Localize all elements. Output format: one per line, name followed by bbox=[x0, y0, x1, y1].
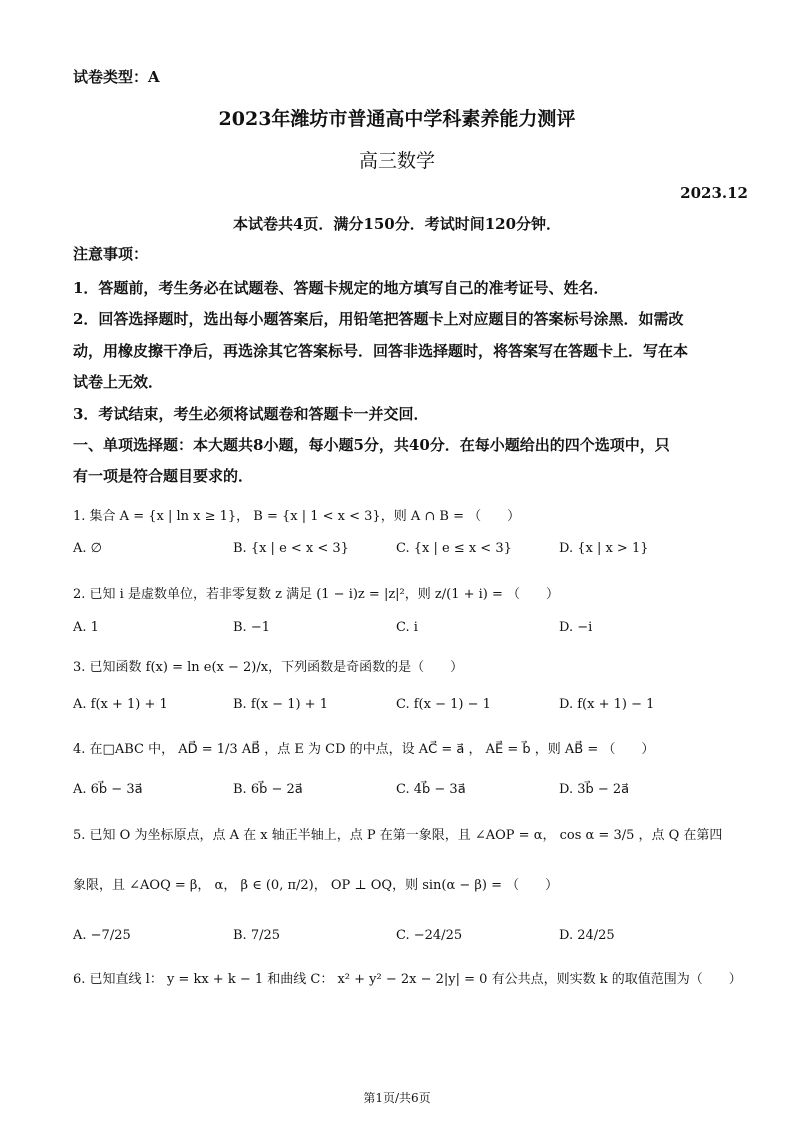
q4-stem: 4. 在□ABC 中， AD⃗ = 1/3 AB⃗ ，点 E 为 CD 的中点，设 AC⃗ = a⃗ ， AE⃗ = b⃗ ，则 AB⃗ = （ ） bbox=[73, 742, 655, 757]
q2-stem: 2. 已知 i 是虚数单位，若非零复数 z 满足 (1 − i)z = |z|²，则 z/(1 + i) = （ ） bbox=[73, 587, 560, 602]
q5-stem-line-1: 5. 已知 O 为坐标原点，点 A 在 x 轴正半轴上，点 P 在第一象限，且 ∠AOP = α， cos α = 3/5 ，点 Q 在第四 bbox=[73, 828, 723, 843]
page-number: 第1页/共6页 bbox=[363, 1091, 431, 1105]
q3-option-b: B. f(x − 1) + 1 bbox=[233, 697, 328, 712]
q4-option-d: D. 3b⃗ − 2a⃗ bbox=[559, 782, 630, 797]
q5-option-b: B. 7/25 bbox=[233, 928, 281, 943]
notice-heading: 注意事项： bbox=[73, 245, 149, 263]
exam-subject: 高三数学 bbox=[358, 150, 435, 172]
q5-option-d: D. 24/25 bbox=[559, 928, 615, 943]
q1-option-c: C. {x | e ≤ x < 3} bbox=[396, 541, 512, 556]
paper-type: 试卷类型：A bbox=[73, 68, 160, 86]
q2-option-b: B. −1 bbox=[233, 620, 270, 635]
q4-option-b: B. 6b⃗ − 2a⃗ bbox=[233, 782, 303, 797]
q4-option-c: C. 4b⃗ − 3a⃗ bbox=[396, 782, 466, 797]
notice-item-2-line-1: 2．回答选择题时，选出每小题答案后，用铅笔把答题卡上对应题目的答案标号涂黑．如需改 bbox=[73, 310, 684, 328]
section-1-line-2: 有一项是符合题目要求的． bbox=[73, 467, 254, 485]
q5-option-a: A. −7/25 bbox=[73, 928, 131, 943]
q1-option-b: B. {x | e < x < 3} bbox=[233, 541, 349, 556]
exam-title: 2023年潍坊市普通高中学科素养能力测评 bbox=[218, 108, 576, 130]
q6-stem: 6. 已知直线 l： y = kx + k − 1 和曲线 C： x² + y² − 2x − 2|y| = 0 有公共点，则实数 k 的取值范围为（ ） bbox=[73, 972, 742, 987]
notice-item-3: 3．考试结束，考生必须将试题卷和答题卡一并交回． bbox=[73, 405, 429, 423]
q2-option-a: A. 1 bbox=[73, 620, 99, 635]
q3-option-c: C. f(x − 1) − 1 bbox=[396, 697, 491, 712]
notice-item-2-line-2: 动，用橡皮擦干净后，再选涂其它答案标号．回答非选择题时，将答案写在答题卡上．写在本 bbox=[73, 342, 689, 360]
q2-option-d: D. −i bbox=[559, 620, 593, 635]
q1-option-a: A. ∅ bbox=[73, 541, 102, 556]
q2-option-c: C. i bbox=[396, 620, 418, 635]
q3-stem: 3. 已知函数 f(x) = ln e(x − 2)/x，下列函数是奇函数的是（ ） bbox=[73, 660, 464, 675]
q3-option-a: A. f(x + 1) + 1 bbox=[73, 697, 168, 712]
q4-option-a: A. 6b⃗ − 3a⃗ bbox=[73, 782, 143, 797]
q3-option-d: D. f(x + 1) − 1 bbox=[559, 697, 655, 712]
q5-stem-line-2: 象限，且 ∠AOQ = β， α， β ∈ (0, π/2)， OP ⊥ OQ，则 sin(α − β) = （ ） bbox=[73, 878, 559, 893]
q1-stem: 1. 集合 A = {x | ln x ≥ 1}， B = {x | 1 < x < 3}，则 A ∩ B = （ ） bbox=[73, 509, 521, 524]
q1-option-d: D. {x | x > 1} bbox=[559, 541, 649, 556]
notice-item-1: 1．答题前，考生务必在试题卷、答题卡规定的地方填写自己的准考证号、姓名． bbox=[73, 279, 609, 297]
notice-item-2-line-3: 试卷上无效． bbox=[73, 373, 164, 391]
q5-option-c: C. −24/25 bbox=[396, 928, 463, 943]
exam-info: 本试卷共4页．满分150分．考试时间120分钟． bbox=[232, 215, 562, 233]
exam-date: 2023.12 bbox=[680, 184, 748, 202]
section-1-line-1: 一、单项选择题：本大题共8小题，每小题5分，共40分．在每小题给出的四个选项中，只 bbox=[73, 436, 670, 454]
